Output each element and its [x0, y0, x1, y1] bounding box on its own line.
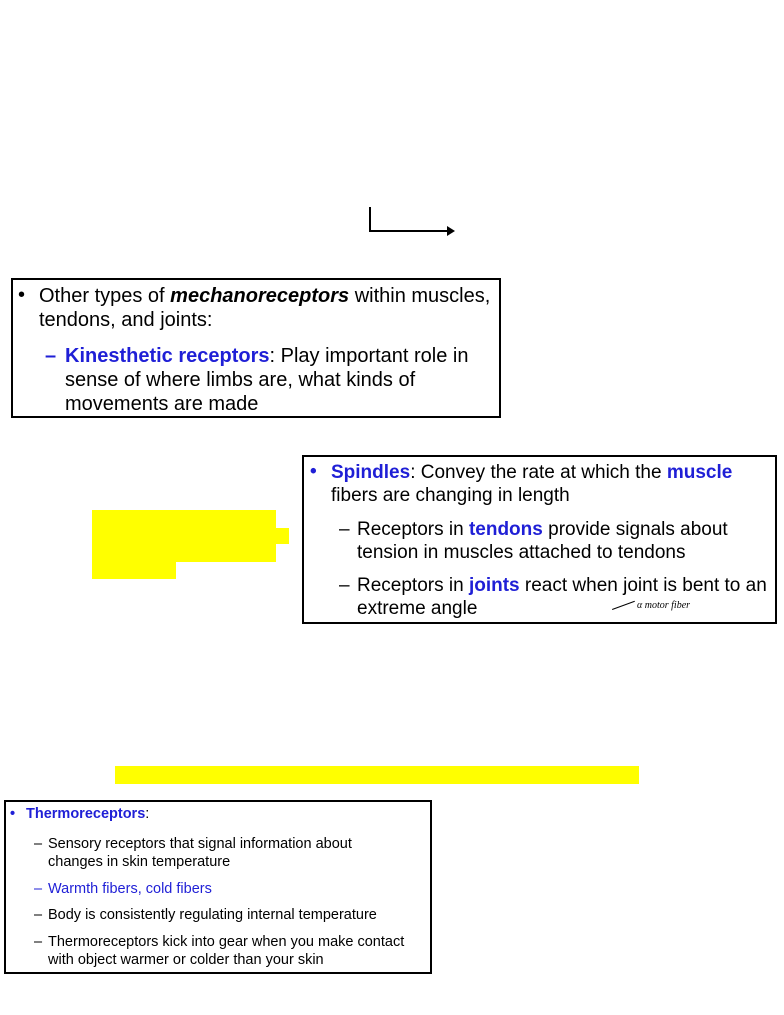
yellow-highlight	[92, 562, 176, 579]
dash: –	[34, 881, 43, 897]
dash: –	[34, 836, 43, 852]
text-run: :	[145, 806, 150, 822]
kinesthetic-term: Kinesthetic receptors	[65, 345, 270, 367]
text-line: Sensory receptors that signal information about	[48, 836, 352, 852]
text-line: tension in muscles attached to tendons	[357, 542, 686, 563]
joints-term: joints	[468, 575, 520, 596]
text-line: sense of where limbs are, what kinds of	[65, 369, 416, 391]
text-line: changes in skin temperature	[48, 854, 231, 870]
yellow-highlight	[276, 528, 289, 544]
spindles-box	[302, 455, 777, 624]
text-line: Thermoreceptors kick into gear when you make contact	[48, 934, 405, 950]
arrow-stem	[369, 207, 371, 232]
tendons-term: tendons	[468, 519, 543, 540]
text-line: with object warmer or colder than your skin	[48, 952, 324, 968]
yellow-highlight	[92, 510, 276, 562]
text-line: movements are made	[65, 393, 259, 415]
bullet: •	[18, 284, 26, 306]
thermoreceptors-heading	[26, 806, 149, 822]
text-line: extreme angle	[357, 598, 478, 619]
emphasis-term: mechanoreceptors	[170, 285, 350, 307]
motor-fiber-label: α motor fiber	[637, 600, 691, 611]
dash: –	[34, 934, 43, 950]
text-run: provide signals about	[542, 519, 728, 540]
text-line: Body is consistently regulating internal temperature	[48, 907, 377, 923]
text-line: tendons, and joints:	[39, 309, 213, 331]
bullet: •	[10, 806, 16, 822]
text-line: fibers are changing in length	[331, 485, 570, 506]
text-run: within muscles,	[349, 285, 491, 307]
muscle-term: muscle	[666, 462, 733, 483]
arrow-shaft	[369, 230, 449, 232]
dash: –	[339, 519, 350, 540]
dash: –	[45, 345, 57, 367]
bullet: •	[310, 461, 317, 482]
mechanoreceptors-heading	[39, 284, 490, 332]
yellow-highlight-bar	[115, 766, 639, 784]
text-run: : Convey the rate at which the	[410, 462, 667, 483]
text-run: react when joint is bent to an	[519, 575, 767, 596]
thermoreceptors-box	[4, 800, 432, 974]
spindles-item	[331, 461, 732, 507]
mechanoreceptors-box	[11, 278, 501, 418]
spindles-term: Spindles	[331, 462, 411, 483]
right-arrow-icon	[447, 226, 455, 236]
text-run: Receptors in	[357, 519, 469, 540]
dash: –	[339, 575, 350, 596]
dash: –	[34, 907, 43, 923]
text-run: Other types of	[39, 285, 171, 307]
text-run: : Play important role in	[269, 345, 469, 367]
text-run: Receptors in	[357, 575, 469, 596]
text-line: Warmth fibers, cold fibers	[48, 881, 212, 897]
thermoreceptors-term: Thermoreceptors	[26, 806, 146, 822]
